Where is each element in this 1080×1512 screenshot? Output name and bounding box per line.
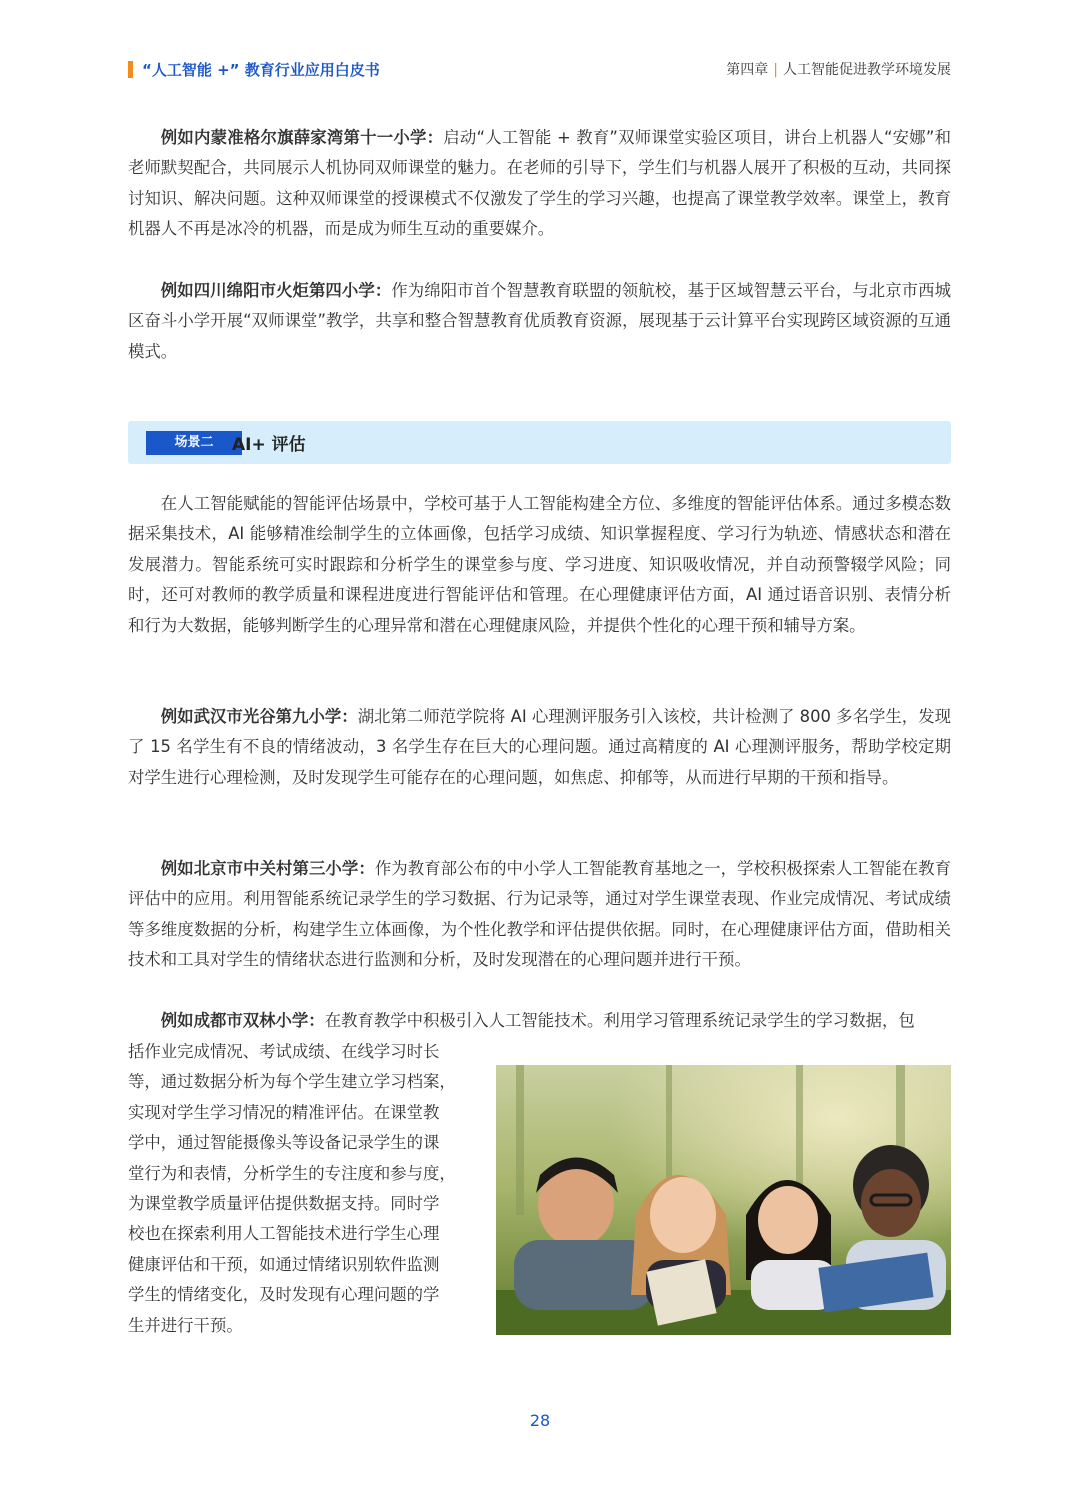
scene-title: AI+ 评估 xyxy=(232,435,306,455)
example-text: 在教育教学中积极引入人工智能技术。利用学习管理系统记录学生的学习数据，包 xyxy=(324,1011,915,1030)
scene-tag: 场景二 xyxy=(146,431,242,455)
page-header xyxy=(128,58,951,82)
example-paragraph-zhongguancun xyxy=(128,854,951,976)
chapter-title: 人工智能促进教学环境发展 xyxy=(783,62,951,78)
example-lead: 例如武汉市光谷第九小学： xyxy=(160,707,358,726)
chapter-heading xyxy=(726,59,951,79)
example-paragraph-xuejiawan xyxy=(128,123,951,245)
header-accent-bar xyxy=(128,61,133,78)
text-line: 等，通过数据分析为每个学生建立学习档案， xyxy=(128,1072,456,1092)
text-line: 括作业完成情况、考试成绩、在线学习时长 xyxy=(128,1042,440,1061)
example-text: 作为教育部公布的中小学人工智能教育基地之一，学校积极探索人工智能在教育评估中的应用。利用智能系统记录学生的学习数据、行为记录等，通过对学生课堂表现、作业完成情况、考试成绩等多维度数据的分析，构建学生立体画像，为个性化教学和评估提供依据。同时，在心理健康评估方面，借助相关技术和工具对学生的情绪状态进行监测和分析，及时发现潜在的心理问题并进行干预。 xyxy=(128,859,952,970)
example-text: 作为绵阳市首个智慧教育联盟的领航校，基于区域智慧云平台，与北京市西城区奋斗小学开展“双师课堂”教学，共享和整合智慧教育优质教育资源，展现基于云计算平台实现跨区域资源的互通模式。 xyxy=(128,281,952,361)
children-reading-photo xyxy=(496,1065,951,1335)
example-paragraph-mianyang xyxy=(128,276,951,367)
page-number: 28 xyxy=(529,1411,551,1430)
chapter-number: 第四章 xyxy=(726,62,769,78)
chapter-separator: | xyxy=(773,62,778,78)
text-line: 校也在探索利用人工智能技术进行学生心理 xyxy=(128,1224,440,1244)
text-line: 实现对学生学习情况的精准评估。在课堂教 xyxy=(128,1102,440,1122)
text-line: 为课堂教学质量评估提供数据支持。同时学 xyxy=(128,1194,440,1214)
example-lead: 例如北京市中关村第三小学： xyxy=(160,859,375,878)
chengdu-wrapped-text xyxy=(128,1037,468,1341)
book-title: “人工智能 +” 教育行业应用白皮书 xyxy=(142,61,380,79)
example-paragraph-chengdu xyxy=(128,1006,951,1036)
scene-banner xyxy=(128,421,951,464)
example-paragraph-wuhan xyxy=(128,702,951,793)
example-lead: 例如四川绵阳市火炬第四小学： xyxy=(160,281,392,300)
example-text: 湖北第二师范学院将 AI 心理测评服务引入该校，共计检测了 800 多名学生，发现了 15 名学生有不良的情绪波动，3 名学生存在巨大的心理问题。通过高精度的 AI 心理测评服务，帮助学校定期对学生进行心理检测，及时发现学生可能存在的心理问题，如焦虑、抑郁等，从而进行早期的干预和指导。 xyxy=(128,707,952,787)
intro-paragraph: 在人工智能赋能的智能评估场景中，学校可基于人工智能构建全方位、多维度的智能评估体系。通过多模态数据采集技术，AI 能够精准绘制学生的立体画像，包括学习成绩、知识掌握程度、学习行为轨迹、情感状态和潜在发展潜力。智能系统可实时跟踪和分析学生的课堂参与度、学习进度、知识吸收情况，并自动预警辍学风险；同时，还可对教师的教学质量和课程进度进行智能评估和管理。在心理健康评估方面，AI 通过语音识别、表情分析和行为大数据，能够判断学生的心理异常和潜在心理健康风险，并提供个性化的心理干预和辅导方案。 xyxy=(128,494,951,635)
text-line: 学中，通过智能摄像头等设备记录学生的课 xyxy=(128,1133,440,1153)
photo-illustration xyxy=(496,1065,951,1335)
text-line: 生并进行干预。 xyxy=(128,1315,243,1335)
text-line: 堂行为和表情，分析学生的专注度和参与度， xyxy=(128,1163,456,1183)
example-lead: 例如成都市双林小学： xyxy=(160,1011,325,1030)
text-line: 学生的情绪变化，及时发现有心理问题的学 xyxy=(128,1285,440,1305)
text-line: 健康评估和干预，如通过情绪识别软件监测 xyxy=(128,1254,440,1274)
example-text: 启动“人工智能 + 教育”双师课堂实验区项目，讲台上机器人“安娜”和老师默契配合，共同展示人机协同双师课堂的魅力。在老师的引导下，学生们与机器人展开了积极的互动，共同探讨知识、解决问题。这种双师课堂的授课模式不仅激发了学生的学习兴趣，也提高了课堂教学效率。课堂上，教育机器人不再是冰冷的机器，而是成为师生互动的重要媒介。 xyxy=(128,128,951,239)
example-lead: 例如内蒙准格尔旗薛家湾第十一小学： xyxy=(160,128,444,147)
